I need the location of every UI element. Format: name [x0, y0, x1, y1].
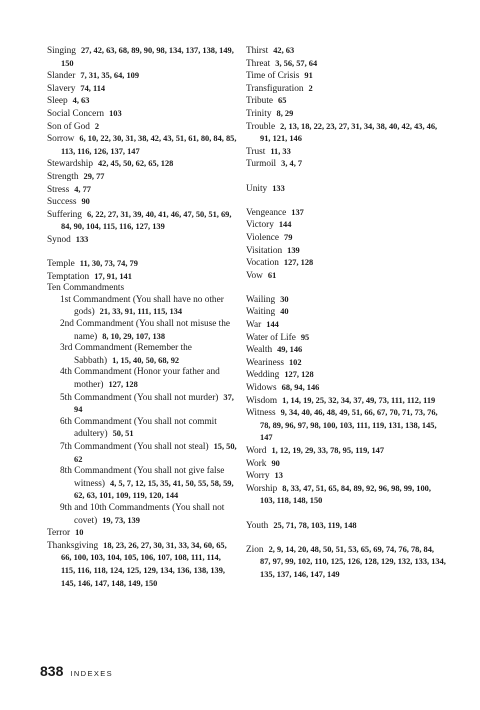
index-term: 8th Commandment (You shall not give false witness)	[60, 466, 225, 489]
index-pages: 4, 63	[72, 96, 90, 106]
index-pages: 40	[280, 307, 289, 317]
index-term: Widows	[246, 383, 277, 394]
index-pages: 144	[278, 220, 292, 230]
index-pages: 2, 9, 14, 20, 48, 50, 51, 53, 65, 69, 74, 76, 78, 84, 87, 97, 99, 102, 110, 125, 126, 128, 129, 132, 133, 134, 135, 137, 146, 147, 149	[260, 544, 446, 579]
index-pages: 13	[274, 471, 283, 481]
index-pages: 8, 10, 29, 107, 138	[102, 331, 166, 341]
index-pages: 103	[109, 108, 122, 118]
entry-gap	[47, 247, 237, 259]
index-pages: 91	[304, 71, 313, 81]
index-term: Sleep	[47, 96, 68, 107]
index-pages: 18, 23, 26, 27, 30, 31, 33, 34, 60, 65, 66, 100, 103, 104, 105, 106, 107, 108, 111, 114, 115, 116, 118, 124, 125, 129, 134, 136, 138, 139, 145, 146, 147, 148, 149, 150	[61, 540, 227, 588]
index-term: Wailing	[246, 294, 276, 305]
index-entry	[246, 458, 446, 471]
index-entry	[246, 319, 446, 332]
index-term: Tribute	[246, 96, 274, 107]
index-pages: 139	[287, 245, 300, 255]
index-term: 4th Commandment (Honor your father and mother)	[60, 367, 220, 391]
index-subentry	[47, 503, 237, 527]
index-entry	[246, 395, 446, 408]
index-entry	[246, 83, 446, 96]
index-pages: 21, 33, 91, 111, 115, 134	[99, 307, 183, 317]
index-entry	[47, 196, 237, 209]
index-pages: 133	[272, 183, 285, 193]
index-pages: 1, 12, 19, 29, 33, 78, 95, 119, 147	[271, 446, 385, 455]
index-entry	[47, 271, 237, 284]
index-term: Trouble	[246, 121, 276, 132]
index-term: Youth	[246, 520, 269, 531]
index-entry	[246, 544, 446, 582]
index-entry	[246, 70, 446, 83]
index-term: Turmoil	[246, 159, 277, 170]
index-term: War	[246, 320, 262, 331]
index-term: 7th Commandment (You shall not steal)	[60, 442, 209, 452]
index-pages: 11, 33	[270, 146, 291, 156]
index-subentry	[47, 466, 237, 503]
index-pages: 127, 128	[108, 380, 138, 390]
index-entry	[47, 83, 237, 96]
index-entry	[47, 108, 237, 121]
index-term: Wisdom	[246, 395, 278, 406]
index-term: Worship	[246, 483, 278, 494]
index-pages: 1, 14, 19, 25, 32, 34, 37, 49, 73, 111, 112, 119	[282, 395, 436, 405]
index-term: Zion	[246, 544, 264, 555]
index-pages: 6, 10, 22, 30, 31, 38, 42, 43, 51, 61, 80, 84, 85, 113, 116, 126, 137, 147	[61, 134, 237, 156]
entry-gap	[246, 532, 446, 544]
index-pages: 8, 33, 47, 51, 65, 84, 89, 92, 96, 98, 99, 100, 103, 118, 148, 150	[260, 483, 431, 506]
index-term: Transfiguration	[246, 83, 304, 94]
index-entry	[246, 445, 446, 458]
index-entry	[246, 369, 446, 382]
index-term: Thirst	[246, 46, 269, 56]
index-entry	[47, 258, 237, 271]
index-pages: 4, 77	[74, 184, 91, 194]
index-entry	[47, 540, 237, 590]
index-entry	[246, 257, 446, 270]
index-term: Work	[246, 458, 267, 469]
index-subentry	[47, 441, 237, 466]
index-entry	[246, 207, 446, 220]
index-term: Water of Life	[246, 332, 296, 343]
index-term: Weariness	[246, 357, 284, 368]
index-column-left	[47, 45, 237, 590]
index-pages: 8, 29	[276, 108, 294, 118]
index-entry	[246, 108, 446, 121]
index-term: Visitation	[246, 245, 283, 256]
index-term: Time of Crisis	[246, 71, 300, 82]
index-entry	[246, 357, 446, 370]
index-pages: 61	[267, 270, 277, 280]
index-term: Success	[47, 197, 77, 208]
entry-gap	[246, 282, 446, 294]
page-footer	[40, 663, 113, 679]
index-pages: 42, 63	[273, 46, 295, 55]
index-entry	[246, 344, 446, 357]
index-entry	[246, 294, 446, 307]
index-entry	[47, 133, 237, 158]
index-term: Witness	[246, 408, 276, 419]
index-term: Thanksgiving	[47, 540, 99, 551]
index-entry	[246, 183, 446, 196]
index-pages: 10	[75, 528, 84, 538]
index-pages: 90	[81, 197, 90, 207]
index-term: 6th Commandment (You shall not commit adultery)	[60, 416, 217, 440]
index-term: Slander	[47, 71, 76, 82]
index-term: Stress	[47, 184, 70, 195]
index-entry	[246, 58, 446, 71]
index-term: Temptation	[47, 271, 90, 282]
index-subentry	[47, 319, 237, 343]
index-pages: 30	[280, 294, 289, 304]
index-entry	[47, 283, 237, 295]
index-pages: 9, 34, 40, 46, 48, 49, 51, 66, 67, 70, 71, 73, 76, 78, 89, 96, 97, 98, 100, 103, 111, 119, 131, 138, 145, 147	[260, 408, 438, 443]
index-term: Social Concern	[47, 108, 105, 119]
index-term: Son of God	[47, 121, 90, 132]
index-pages: 49, 146	[277, 345, 303, 355]
index-subentry	[47, 367, 237, 391]
index-term: Unity	[246, 183, 268, 194]
index-pages: 15, 50, 62	[74, 442, 237, 464]
entry-gap	[246, 508, 446, 520]
index-pages: 3, 56, 57, 64	[275, 58, 318, 68]
section-label: INDEXES	[70, 669, 114, 678]
index-term: Suffering	[47, 209, 82, 220]
index-entry	[246, 470, 446, 483]
page-number: 838	[40, 663, 64, 679]
entry-gap	[246, 171, 446, 183]
index-entry	[246, 306, 446, 319]
index-pages: 137	[291, 207, 304, 217]
index-entry	[47, 45, 237, 70]
index-term: Ten Commandments	[47, 283, 125, 294]
index-pages: 19, 73, 139	[102, 515, 140, 525]
index-subentry	[47, 417, 237, 441]
index-entry	[47, 95, 237, 108]
index-pages: 2	[308, 83, 313, 93]
index-term: Trust	[246, 146, 266, 157]
index-term: 1st Commandment (You shall have no other gods)	[60, 294, 224, 318]
index-pages: 25, 71, 78, 103, 119, 148	[273, 520, 357, 530]
index-entry	[246, 520, 446, 533]
index-term: Vengeance	[246, 207, 287, 218]
index-pages: 102	[288, 357, 302, 367]
index-pages: 2	[94, 121, 100, 131]
index-entry	[246, 483, 446, 508]
index-entry	[246, 95, 446, 108]
index-pages: 127, 128	[284, 370, 314, 380]
index-term: Threat	[246, 58, 271, 69]
index-term: Stewardship	[47, 159, 93, 170]
entry-gap	[246, 195, 446, 207]
index-pages: 65	[278, 96, 287, 106]
index-pages: 133	[75, 234, 89, 244]
index-entry	[246, 158, 446, 171]
index-term: 3rd Commandment (Remember the Sabbath)	[60, 343, 192, 366]
index-entry	[246, 146, 446, 159]
index-entry	[47, 121, 237, 134]
index-pages: 27, 42, 63, 68, 89, 90, 98, 134, 137, 138, 149, 150	[61, 46, 234, 68]
index-term: Wedding	[246, 370, 280, 381]
index-entry	[246, 121, 446, 146]
index-entry	[47, 158, 237, 171]
index-entry	[246, 407, 446, 445]
index-pages: 95	[300, 332, 310, 342]
index-entry	[47, 527, 237, 540]
index-term: Terror	[47, 528, 71, 539]
index-pages: 2, 13, 18, 22, 23, 27, 31, 34, 38, 40, 42, 43, 46, 91, 121, 146	[260, 121, 438, 144]
index-term: 9th and 10th Commandments (You shall not covet)	[60, 502, 225, 526]
index-entry	[246, 232, 446, 245]
index-term: Temple	[47, 259, 75, 270]
index-pages: 11, 30, 73, 74, 79	[79, 259, 138, 269]
index-pages: 29, 77	[83, 171, 105, 181]
index-term: Victory	[246, 220, 274, 231]
index-subentry	[47, 392, 237, 417]
index-entry	[246, 245, 446, 258]
index-entry	[246, 382, 446, 395]
index-pages: 1, 15, 40, 50, 68, 92	[112, 355, 180, 365]
index-term: Trinity	[246, 108, 272, 119]
index-term: Vocation	[246, 258, 279, 269]
index-term: 5th Commandment (You shall not murder)	[60, 392, 219, 403]
index-term: Slavery	[47, 83, 76, 94]
index-entry	[47, 234, 237, 247]
index-entry	[246, 332, 446, 345]
index-term: Violence	[246, 232, 279, 243]
index-term: Word	[246, 446, 267, 456]
index-entry	[47, 209, 237, 234]
index-pages: 90	[271, 458, 280, 468]
index-entry	[47, 70, 237, 83]
index-pages: 68, 94, 146	[281, 383, 320, 393]
index-term: Singing	[47, 46, 76, 56]
index-term: Synod	[47, 234, 71, 245]
index-pages: 4, 5, 7, 12, 15, 35, 41, 50, 55, 58, 59, 62, 63, 101, 109, 119, 120, 144	[74, 478, 234, 501]
index-term: Vow	[246, 270, 263, 281]
index-term: Worry	[246, 471, 270, 482]
index-pages: 6, 22, 27, 31, 39, 40, 41, 46, 47, 50, 51, 69, 84, 90, 104, 115, 116, 127, 139	[61, 209, 232, 232]
index-pages: 42, 45, 50, 62, 65, 128	[97, 159, 174, 169]
index-term: 2nd Commandment (You shall not misuse the name)	[60, 319, 231, 342]
index-pages: 37, 94	[74, 392, 234, 415]
index-pages: 50, 51	[112, 429, 134, 439]
index-term: Strength	[47, 171, 79, 182]
index-term: Sorrow	[47, 134, 75, 145]
index-pages: 74, 114	[80, 83, 106, 93]
index-pages: 7, 31, 35, 64, 109	[80, 71, 140, 81]
index-entry	[47, 184, 237, 197]
index-pages: 127, 128	[283, 258, 314, 268]
index-entry	[47, 171, 237, 184]
index-pages: 3, 4, 7	[281, 159, 303, 169]
index-term: Waiting	[246, 307, 276, 318]
index-subentry	[47, 295, 237, 319]
index-pages: 144	[266, 320, 279, 330]
index-column-right	[246, 45, 446, 582]
index-pages: 79	[284, 232, 293, 242]
index-subentry	[47, 343, 237, 367]
index-entry	[246, 270, 446, 283]
index-entry	[246, 219, 446, 232]
index-entry	[246, 45, 446, 58]
index-pages: 17, 91, 141	[94, 271, 132, 281]
index-term: Wealth	[246, 345, 273, 356]
